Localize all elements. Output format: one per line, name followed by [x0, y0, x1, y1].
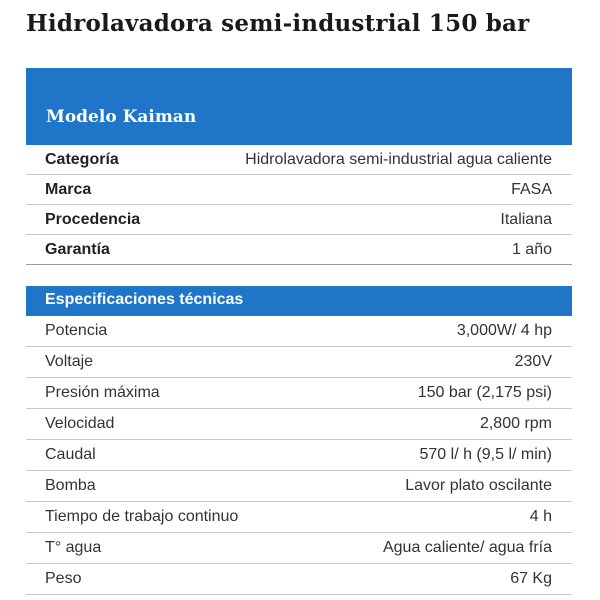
- row-label: Presión máxima: [45, 384, 160, 401]
- row-value: 2,800 rpm: [479, 415, 552, 432]
- table-row-pump: [26, 471, 572, 502]
- row-label: Peso: [45, 570, 82, 587]
- row-label: Voltaje: [45, 353, 94, 370]
- row-value: Hidrolavadora semi-industrial agua caliente: [245, 151, 552, 168]
- table-row-max-pressure: [26, 378, 572, 409]
- row-label: Bomba: [45, 477, 96, 494]
- table-row-origin: [26, 205, 572, 235]
- row-label: Categoría: [45, 151, 119, 168]
- row-label: Garantía: [45, 241, 110, 258]
- specs-header-label: Especificaciones técnicas: [45, 291, 244, 308]
- row-label: Potencia: [45, 322, 108, 339]
- row-label: Caudal: [45, 446, 96, 463]
- table-row-warranty: [26, 235, 572, 265]
- specs-header-bar: [26, 286, 572, 316]
- table-row-voltage: [26, 347, 572, 378]
- table-row-power: [26, 316, 572, 347]
- row-label: Procedencia: [45, 211, 141, 228]
- row-label: Velocidad: [45, 415, 115, 432]
- specs-table: [26, 316, 572, 595]
- table-row-category: [26, 145, 572, 175]
- row-value: Agua caliente/ agua fría: [382, 539, 552, 556]
- table-row-duty-time: [26, 502, 572, 533]
- row-value: 230V: [514, 353, 552, 370]
- row-value: 570 l/ h (9,5 l/ min): [419, 446, 552, 463]
- table-row-weight: [26, 564, 572, 595]
- table-row-flow: [26, 440, 572, 471]
- model-header-bar: [26, 68, 572, 145]
- row-label: Marca: [45, 181, 92, 198]
- table-row-water-temp: [26, 533, 572, 564]
- table-row-brand: [26, 175, 572, 205]
- general-info-table: [26, 145, 572, 265]
- row-label: Tiempo de trabajo continuo: [45, 508, 239, 525]
- model-label: Modelo Kaiman: [46, 107, 197, 127]
- row-value: FASA: [511, 181, 552, 198]
- row-value: 3,000W/ 4 hp: [456, 322, 552, 339]
- row-value: 150 bar (2,175 psi): [417, 384, 552, 401]
- row-value: Italiana: [500, 211, 552, 228]
- row-value: Lavor plato oscilante: [405, 477, 552, 494]
- row-value: 67 Kg: [510, 570, 552, 587]
- page-title: Hidrolavadora semi-industrial 150 bar: [26, 10, 530, 37]
- row-value: 1 año: [511, 241, 552, 258]
- row-label: T° agua: [45, 539, 102, 556]
- table-row-speed: [26, 409, 572, 440]
- row-value: 4 h: [529, 508, 552, 525]
